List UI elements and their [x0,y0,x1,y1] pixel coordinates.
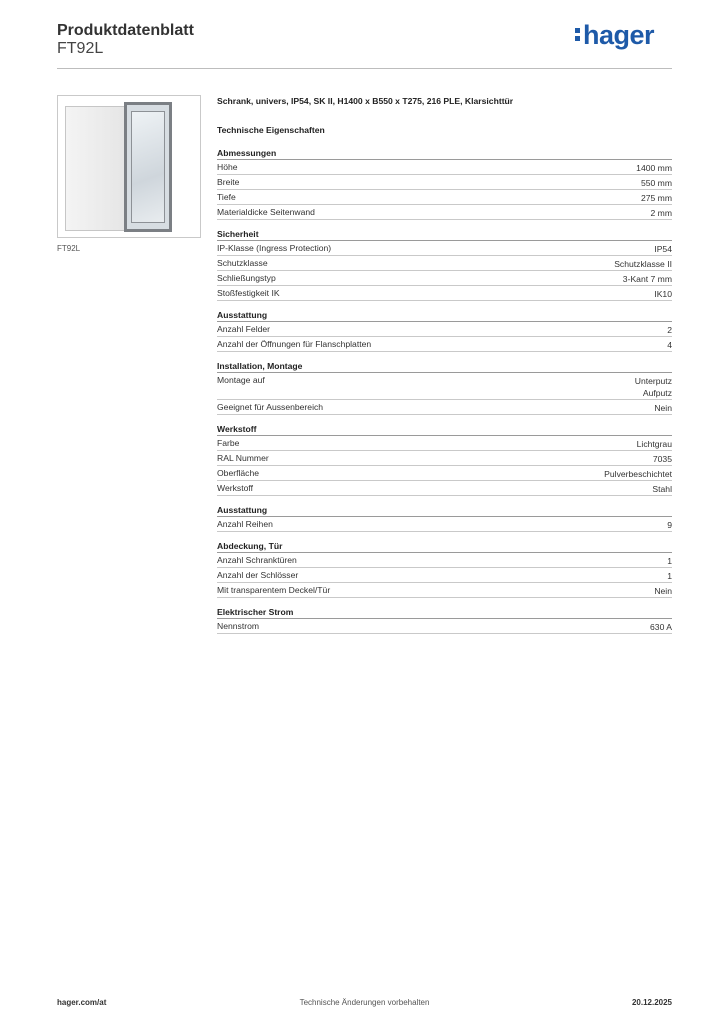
property-sections [217,148,672,634]
footer-disclaimer: Technische Änderungen vorbehalten [299,998,430,1007]
property-label: IP-Klasse (Ingress Protection) [217,243,332,253]
property-value [641,192,672,204]
property-row [217,373,672,400]
property-label: Schutzklasse [217,258,268,268]
property-row [217,568,672,583]
property-value-line: 630 A [650,622,672,632]
property-value-line: Unterputz [634,376,672,386]
product-details [217,96,672,643]
property-value [667,519,672,531]
property-value-line: Nein [654,586,672,596]
property-value-line: 2 mm [650,208,672,218]
property-section [217,310,672,352]
property-label: Geeignet für Aussenbereich [217,402,324,412]
property-value [650,621,672,633]
property-section [217,505,672,532]
section-title: Werkstoff [217,424,672,436]
property-label: Höhe [217,162,238,172]
property-row [217,466,672,481]
property-label: Schließungstyp [217,273,276,283]
property-value-line: 4 [667,340,672,350]
property-value [623,273,672,285]
property-label: Nennstrom [217,621,260,631]
property-label: Werkstoff [217,483,253,493]
property-row [217,451,672,466]
property-value [604,468,672,480]
property-value-line: Pulverbeschichtet [604,469,672,479]
property-label: Breite [217,177,240,187]
property-value-line: 9 [667,520,672,530]
property-label: Montage auf [217,375,265,385]
image-caption: FT92L [57,244,81,253]
property-value-line: Lichtgrau [636,439,672,449]
property-value-line: 1400 mm [636,163,672,173]
section-title: Sicherheit [217,229,672,241]
property-value-line: Aufputz [642,388,672,398]
page-header [57,20,672,70]
property-value [652,483,672,495]
property-label: Materialdicke Seitenwand [217,207,315,217]
property-row [217,241,672,256]
footer-website: hager.com/at [57,998,107,1007]
property-row [217,400,672,415]
cabinet-side [65,106,125,231]
property-value-line: 275 mm [640,193,672,203]
property-label: Tiefe [217,192,236,202]
property-label: Anzahl der Schlösser [217,570,299,580]
property-value [641,177,672,189]
property-row [217,553,672,568]
page-footer [57,998,672,1012]
property-label: Mit transparentem Deckel/Tür [217,585,331,595]
property-section [217,607,672,634]
property-row [217,205,672,220]
property-value-line: 3-Kant 7 mm [622,274,672,284]
property-value [654,402,672,414]
logo-text: hager [582,20,654,50]
product-description: Schrank, univers, IP54, SK II, H1400 x B550 x T275, 216 PLE, Klarsichttür [217,96,514,106]
section-title: Abdeckung, Tür [217,541,672,553]
property-label: Anzahl der Öffnungen für Flanschplatten [217,339,372,349]
property-value-line: 7035 [652,454,672,464]
property-section [217,148,672,220]
product-image [57,95,201,238]
property-value [651,207,672,219]
property-value [654,288,672,300]
property-label: Anzahl Felder [217,324,271,334]
property-value-line: 1 [667,571,672,581]
property-value [637,438,672,450]
section-title: Ausstattung [217,310,672,322]
property-value [667,555,672,567]
tech-properties-heading: Technische Eigenschaften [217,125,325,135]
property-label: Anzahl Schranktüren [217,555,297,565]
cabinet-door [124,102,172,232]
property-row [217,256,672,271]
section-title: Ausstattung [217,505,672,517]
property-section [217,229,672,301]
document-title: Produktdatenblatt [57,22,194,39]
section-title: Abmessungen [217,148,672,160]
property-row [217,286,672,301]
property-value [667,570,672,582]
property-value [667,324,672,336]
property-section [217,424,672,496]
property-row [217,619,672,634]
property-row [217,481,672,496]
property-value [614,258,672,270]
property-value-line: Schutzklasse II [614,259,672,269]
property-value [636,162,672,174]
property-row [217,271,672,286]
property-value-line: Nein [654,403,672,413]
cabinet-glass [131,111,165,223]
logo-colon-icon [575,26,581,42]
property-label: Stoßfestigkeit IK [217,288,280,298]
property-value [667,339,672,351]
property-row [217,175,672,190]
footer-date: 20.12.2025 [631,998,672,1007]
property-label: RAL Nummer [217,453,269,463]
property-row [217,436,672,451]
property-row [217,517,672,532]
property-label: Oberfläche [217,468,260,478]
property-section [217,361,672,415]
hager-logo [575,20,654,51]
property-value-line: Stahl [652,484,672,494]
section-title: Installation, Montage [217,361,672,373]
property-row [217,322,672,337]
property-label: Farbe [217,438,240,448]
property-row [217,160,672,175]
property-value [654,585,672,597]
property-row [217,583,672,598]
product-code: FT92L [57,40,104,57]
section-title: Elektrischer Strom [217,607,672,619]
property-row [217,190,672,205]
property-value-line: 550 mm [640,178,672,188]
property-label: Anzahl Reihen [217,519,273,529]
property-value-line: 2 [667,325,672,335]
property-value [635,375,672,399]
property-value [653,453,672,465]
property-value [654,243,672,255]
property-value-line: IP54 [654,244,672,254]
property-value-line: 1 [667,556,672,566]
property-value-line: IK10 [654,289,672,299]
header-divider [57,68,672,69]
property-section [217,541,672,598]
property-row [217,337,672,352]
